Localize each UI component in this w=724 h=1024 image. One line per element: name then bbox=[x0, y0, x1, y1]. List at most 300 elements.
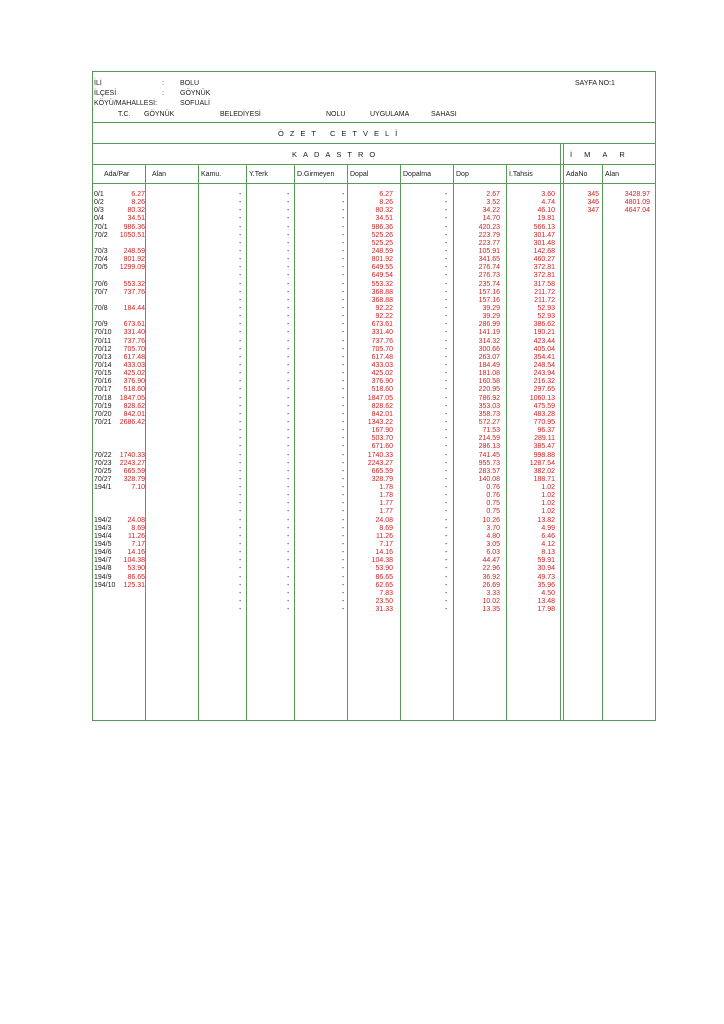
cell-dopalma: - bbox=[445, 492, 448, 500]
cell-dopalma: - bbox=[445, 573, 448, 581]
cell-dgirmeyen: - bbox=[342, 549, 345, 557]
cell-dgirmeyen: - bbox=[342, 475, 345, 483]
cell-dopalma: - bbox=[445, 191, 448, 198]
cell-dopalma: - bbox=[445, 467, 448, 475]
cell-dopalma: - bbox=[445, 256, 448, 264]
cell-dop: 572.27 bbox=[478, 418, 500, 426]
ilce-label: İLÇESİ bbox=[94, 90, 117, 97]
cell-adano: 345 bbox=[587, 191, 599, 198]
cell-yterk: - bbox=[287, 565, 290, 573]
table-row bbox=[92, 305, 656, 313]
cell-dgirmeyen: - bbox=[342, 231, 345, 239]
cell-ada-par: 70/2 bbox=[94, 231, 108, 239]
cell-ada-par: 194/5 bbox=[94, 541, 112, 549]
cell-dgirmeyen: - bbox=[342, 345, 345, 353]
table-row bbox=[92, 378, 656, 386]
cell-dop: 22.96 bbox=[482, 565, 500, 573]
cell-dop: 157.16 bbox=[478, 288, 500, 296]
cell-dopal: 553.32 bbox=[371, 280, 393, 288]
cell-kamu: - bbox=[239, 370, 242, 378]
cell-kamu: - bbox=[239, 247, 242, 255]
table-row bbox=[92, 574, 656, 582]
cell-dopal: 1343.22 bbox=[367, 418, 393, 426]
cell-alan: 842.01 bbox=[123, 410, 145, 418]
cell-dopal: 8.26 bbox=[379, 199, 393, 207]
cell-dopalma: - bbox=[445, 280, 448, 288]
cell-alan: 673.61 bbox=[123, 321, 145, 329]
cell-dopalma: - bbox=[445, 378, 448, 386]
cell-ada-par: 70/13 bbox=[94, 353, 112, 361]
cell-kamu: - bbox=[239, 264, 242, 272]
cell-kamu: - bbox=[239, 256, 242, 264]
table-row bbox=[92, 525, 656, 533]
cell-tahsis: 4.50 bbox=[541, 589, 555, 597]
cell-dop: 286.13 bbox=[478, 443, 500, 451]
cell-dgirmeyen: - bbox=[342, 386, 345, 394]
cell-tahsis: 216.32 bbox=[533, 378, 555, 386]
cell-alan: 986.36 bbox=[123, 223, 145, 231]
table-row bbox=[92, 443, 656, 451]
cell-kamu: - bbox=[239, 475, 242, 483]
cell-yterk: - bbox=[287, 508, 290, 516]
cell-yterk: - bbox=[287, 475, 290, 483]
cell-yterk: - bbox=[287, 484, 290, 492]
cell-kamu: - bbox=[239, 272, 242, 280]
cell-dop: 420.23 bbox=[478, 223, 500, 231]
table-row bbox=[92, 354, 656, 362]
cell-tahsis: 382.02 bbox=[533, 467, 555, 475]
cell-kamu: - bbox=[239, 427, 242, 435]
cell-yterk: - bbox=[287, 573, 290, 581]
cell-ada-par: 70/4 bbox=[94, 256, 108, 264]
cell-dopal: 433.03 bbox=[371, 361, 393, 369]
tc-label: T.C. bbox=[118, 111, 131, 118]
cell-kamu: - bbox=[239, 239, 242, 247]
col-header-dop: Dop bbox=[456, 171, 469, 178]
cell-dopal: 425.02 bbox=[371, 370, 393, 378]
table-row bbox=[92, 606, 656, 614]
cell-tahsis: 6.46 bbox=[541, 532, 555, 540]
cell-dgirmeyen: - bbox=[342, 256, 345, 264]
cell-dopal: 525.25 bbox=[371, 239, 393, 247]
cell-ada-par: 70/25 bbox=[94, 467, 112, 475]
cell-dgirmeyen: - bbox=[342, 451, 345, 459]
table-row bbox=[92, 435, 656, 443]
cell-dopalma: - bbox=[445, 199, 448, 207]
cell-dgirmeyen: - bbox=[342, 484, 345, 492]
cell-dgirmeyen: - bbox=[342, 370, 345, 378]
cell-alan: 80.32 bbox=[127, 207, 145, 215]
cell-dopalma: - bbox=[445, 231, 448, 239]
cell-dopalma: - bbox=[445, 304, 448, 312]
cell-dopal: 1.77 bbox=[379, 508, 393, 516]
cell-yterk: - bbox=[287, 288, 290, 296]
cell-dopal: 368.88 bbox=[371, 288, 393, 296]
cell-ada-par: 70/20 bbox=[94, 410, 112, 418]
cell-adano: 346 bbox=[587, 199, 599, 207]
cell-ada-par: 70/22 bbox=[94, 451, 112, 459]
cell-kamu: - bbox=[239, 313, 242, 321]
cell-dop: 214.59 bbox=[478, 435, 500, 443]
cell-tahsis: 211.72 bbox=[534, 296, 555, 304]
cell-imar-alan: 4647.04 bbox=[624, 207, 650, 215]
nolu-label: NOLU bbox=[326, 111, 346, 118]
cell-kamu: - bbox=[239, 557, 242, 565]
cell-dop: 286.99 bbox=[478, 321, 500, 329]
cell-dopal: 525.26 bbox=[371, 231, 393, 239]
cell-ada-par: 0/2 bbox=[94, 199, 104, 207]
cell-kamu: - bbox=[239, 207, 242, 215]
table-row bbox=[92, 395, 656, 403]
cell-kamu: - bbox=[239, 435, 242, 443]
cell-dopalma: - bbox=[445, 565, 448, 573]
cell-dgirmeyen: - bbox=[342, 329, 345, 337]
cell-alan: 705.70 bbox=[123, 345, 145, 353]
cell-tahsis: 19.81 bbox=[537, 215, 555, 223]
cell-dopal: 53.90 bbox=[375, 565, 393, 573]
cell-tahsis: 301.48 bbox=[533, 239, 555, 247]
cell-kamu: - bbox=[239, 223, 242, 231]
cell-kamu: - bbox=[239, 581, 242, 589]
cell-yterk: - bbox=[287, 304, 290, 312]
cell-alan: 1050.51 bbox=[119, 231, 145, 239]
cell-dgirmeyen: - bbox=[342, 589, 345, 597]
header-divider bbox=[92, 122, 656, 123]
cell-dgirmeyen: - bbox=[342, 288, 345, 296]
table-row bbox=[92, 419, 656, 427]
cell-dopal: 842.01 bbox=[371, 410, 393, 418]
cell-dop: 10.02 bbox=[482, 598, 500, 606]
cell-ada-par: 70/5 bbox=[94, 264, 108, 272]
cell-dopalma: - bbox=[445, 443, 448, 451]
cell-alan: 1299.09 bbox=[119, 264, 145, 272]
cell-dop: 353.03 bbox=[478, 402, 500, 410]
table-row bbox=[92, 403, 656, 411]
col-header-yterk: Y.Terk bbox=[249, 171, 268, 178]
il-colon: : bbox=[162, 80, 164, 87]
cell-dop: 3.05 bbox=[486, 541, 500, 549]
cell-dopalma: - bbox=[445, 353, 448, 361]
cell-alan: 425.02 bbox=[123, 370, 145, 378]
cell-dopalma: - bbox=[445, 215, 448, 223]
cell-tahsis: 30.94 bbox=[537, 565, 555, 573]
cell-tahsis: 35.96 bbox=[537, 581, 555, 589]
cell-dopalma: - bbox=[445, 361, 448, 369]
cell-dop: 105.91 bbox=[478, 247, 500, 255]
cell-dgirmeyen: - bbox=[342, 272, 345, 280]
cell-yterk: - bbox=[287, 606, 290, 614]
cell-dopalma: - bbox=[445, 475, 448, 483]
table-row bbox=[92, 329, 656, 337]
cell-alan: 2243.27 bbox=[119, 459, 145, 467]
table-row bbox=[92, 232, 656, 240]
page-number: SAYFA NO:1 bbox=[575, 80, 615, 87]
cell-tahsis: 297.65 bbox=[533, 386, 555, 394]
cell-kamu: - bbox=[239, 402, 242, 410]
cell-yterk: - bbox=[287, 280, 290, 288]
cell-kamu: - bbox=[239, 524, 242, 532]
cell-tahsis: 405.04 bbox=[533, 345, 555, 353]
cell-tahsis: 1.02 bbox=[541, 508, 555, 516]
cell-dopal: 6.27 bbox=[379, 191, 393, 198]
cell-yterk: - bbox=[287, 418, 290, 426]
cell-dopalma: - bbox=[445, 508, 448, 516]
cell-dgirmeyen: - bbox=[342, 532, 345, 540]
cell-kamu: - bbox=[239, 361, 242, 369]
table-row bbox=[92, 272, 656, 280]
cell-dgirmeyen: - bbox=[342, 427, 345, 435]
cell-dopalma: - bbox=[445, 557, 448, 565]
cell-yterk: - bbox=[287, 410, 290, 418]
cell-dopal: 62.65 bbox=[375, 581, 393, 589]
cell-tahsis: 4.99 bbox=[541, 524, 555, 532]
cell-dgirmeyen: - bbox=[342, 402, 345, 410]
cell-dop: 314.32 bbox=[478, 337, 500, 345]
cell-tahsis: 317.58 bbox=[533, 280, 555, 288]
cell-dopalma: - bbox=[445, 418, 448, 426]
table-row bbox=[92, 533, 656, 541]
cell-dopal: 671.60 bbox=[371, 443, 393, 451]
cell-ada-par: 70/16 bbox=[94, 378, 112, 386]
cell-tahsis: 142.68 bbox=[533, 247, 555, 255]
cell-dopalma: - bbox=[445, 427, 448, 435]
belediye-label: BELEDİYESİ bbox=[220, 111, 261, 118]
cell-dopal: 86.65 bbox=[375, 573, 393, 581]
cell-dop: 3.33 bbox=[486, 589, 500, 597]
cell-alan: 34.51 bbox=[127, 215, 145, 223]
cell-kamu: - bbox=[239, 191, 242, 198]
cell-yterk: - bbox=[287, 345, 290, 353]
cell-ada-par: 194/8 bbox=[94, 565, 112, 573]
cell-dgirmeyen: - bbox=[342, 394, 345, 402]
cell-yterk: - bbox=[287, 353, 290, 361]
cell-dop: 220.95 bbox=[478, 386, 500, 394]
cell-dop: 4.80 bbox=[486, 532, 500, 540]
cell-dgirmeyen: - bbox=[342, 239, 345, 247]
cell-tahsis: 1287.54 bbox=[529, 459, 555, 467]
ozet-cetveli-title: ÖZET CETVELİ bbox=[278, 129, 404, 138]
cell-dop: 276.73 bbox=[478, 272, 500, 280]
cell-dopalma: - bbox=[445, 410, 448, 418]
cell-dopal: 167.90 bbox=[371, 427, 393, 435]
cell-ada-par: 70/11 bbox=[94, 337, 111, 345]
cell-tahsis: 1.02 bbox=[541, 500, 555, 508]
cell-alan: 2686.42 bbox=[119, 418, 145, 426]
uygulama-label: UYGULAMA bbox=[370, 111, 410, 118]
cell-ada-par: 70/12 bbox=[94, 345, 112, 353]
cell-tahsis: 17.98 bbox=[537, 606, 555, 614]
cell-alan: 86.65 bbox=[127, 573, 145, 581]
cell-dgirmeyen: - bbox=[342, 223, 345, 231]
cell-dgirmeyen: - bbox=[342, 573, 345, 581]
cell-yterk: - bbox=[287, 443, 290, 451]
column-header-divider bbox=[92, 183, 656, 184]
col-header-dgirmeyen: D.Girmeyen bbox=[297, 171, 335, 178]
cell-dop: 955.73 bbox=[478, 459, 500, 467]
cell-yterk: - bbox=[287, 207, 290, 215]
table-row bbox=[92, 386, 656, 394]
cell-alan: 248.59 bbox=[123, 247, 145, 255]
title-divider bbox=[92, 143, 656, 144]
cell-dopal: 649.54 bbox=[371, 272, 393, 280]
cell-yterk: - bbox=[287, 467, 290, 475]
cell-dgirmeyen: - bbox=[342, 500, 345, 508]
cell-yterk: - bbox=[287, 199, 290, 207]
cell-alan: 184.44 bbox=[123, 304, 145, 312]
cell-tahsis: 8.13 bbox=[541, 549, 555, 557]
cell-tahsis: 385.47 bbox=[533, 443, 555, 451]
cell-alan: 737.76 bbox=[123, 337, 145, 345]
cell-alan: 665.59 bbox=[123, 467, 145, 475]
cell-kamu: - bbox=[239, 549, 242, 557]
cell-ada-par: 194/4 bbox=[94, 532, 112, 540]
cell-yterk: - bbox=[287, 435, 290, 443]
cell-dop: 10.26 bbox=[482, 516, 500, 524]
cell-tahsis: 998.88 bbox=[533, 451, 555, 459]
cell-dop: 3.70 bbox=[486, 524, 500, 532]
ilce-value: GÖYNÜK bbox=[180, 90, 211, 97]
table-row bbox=[92, 508, 656, 516]
table-row bbox=[92, 207, 656, 215]
table-row bbox=[92, 240, 656, 248]
cell-dop: 2.67 bbox=[486, 191, 500, 198]
table-row bbox=[92, 370, 656, 378]
cell-yterk: - bbox=[287, 598, 290, 606]
cell-dop: 26.69 bbox=[482, 581, 500, 589]
col-header-dopalma: Dopalma bbox=[403, 171, 432, 178]
table-row bbox=[92, 289, 656, 297]
cell-dopal: 1847.05 bbox=[367, 394, 393, 402]
cell-dopalma: - bbox=[445, 313, 448, 321]
cell-dopalma: - bbox=[445, 337, 448, 345]
sahasi-label: SAHASI bbox=[431, 111, 457, 118]
cell-yterk: - bbox=[287, 557, 290, 565]
table-row bbox=[92, 500, 656, 508]
cell-dop: 34.22 bbox=[482, 207, 500, 215]
table-row bbox=[92, 256, 656, 264]
table-row bbox=[92, 598, 656, 606]
cell-kamu: - bbox=[239, 394, 242, 402]
cell-yterk: - bbox=[287, 215, 290, 223]
cell-kamu: - bbox=[239, 418, 242, 426]
cell-dgirmeyen: - bbox=[342, 199, 345, 207]
cell-kamu: - bbox=[239, 280, 242, 288]
cell-dgirmeyen: - bbox=[342, 353, 345, 361]
cell-dop: 223.79 bbox=[478, 231, 500, 239]
cell-tahsis: 4.74 bbox=[541, 199, 555, 207]
cell-dopalma: - bbox=[445, 451, 448, 459]
cell-ada-par: 0/3 bbox=[94, 207, 104, 215]
cell-kamu: - bbox=[239, 484, 242, 492]
cell-kamu: - bbox=[239, 353, 242, 361]
cell-tahsis: 372.81 bbox=[533, 264, 555, 272]
cell-dop: 300.66 bbox=[478, 345, 500, 353]
col-header-adano: AdaNo bbox=[566, 171, 588, 178]
cell-tahsis: 483.28 bbox=[533, 410, 555, 418]
cell-ada-par: 70/17 bbox=[94, 386, 112, 394]
cell-tahsis: 3.60 bbox=[541, 191, 555, 198]
cell-dopal: 248.59 bbox=[371, 247, 393, 255]
cell-dgirmeyen: - bbox=[342, 280, 345, 288]
cell-dgirmeyen: - bbox=[342, 191, 345, 198]
cell-kamu: - bbox=[239, 345, 242, 353]
cell-yterk: - bbox=[287, 329, 290, 337]
cell-dop: 141.19 bbox=[478, 329, 500, 337]
cell-dopal: 7.17 bbox=[379, 541, 393, 549]
cell-ada-par: 70/1 bbox=[94, 223, 108, 231]
cell-dopalma: - bbox=[445, 239, 448, 247]
cell-tahsis: 243.94 bbox=[533, 370, 555, 378]
cell-dop: 44.47 bbox=[482, 557, 500, 565]
cell-kamu: - bbox=[239, 565, 242, 573]
cell-yterk: - bbox=[287, 402, 290, 410]
cell-kamu: - bbox=[239, 573, 242, 581]
cell-alan: 1740.33 bbox=[119, 451, 145, 459]
cell-dopalma: - bbox=[445, 370, 448, 378]
cell-dop: 160.58 bbox=[478, 378, 500, 386]
cell-tahsis: 770.95 bbox=[533, 418, 555, 426]
cell-dopal: 24.08 bbox=[375, 516, 393, 524]
cell-alan: 801.92 bbox=[123, 256, 145, 264]
cell-dopal: 649.55 bbox=[371, 264, 393, 272]
cell-kamu: - bbox=[239, 378, 242, 386]
cell-dopal: 986.36 bbox=[371, 223, 393, 231]
cell-ada-par: 194/7 bbox=[94, 557, 112, 565]
cell-imar-alan: 4801.09 bbox=[624, 199, 650, 207]
cell-kamu: - bbox=[239, 215, 242, 223]
table-row bbox=[92, 590, 656, 598]
cell-kamu: - bbox=[239, 337, 242, 345]
cell-alan: 53.90 bbox=[127, 565, 145, 573]
cell-dopalma: - bbox=[445, 524, 448, 532]
cell-yterk: - bbox=[287, 427, 290, 435]
cell-kamu: - bbox=[239, 508, 242, 516]
cell-dgirmeyen: - bbox=[342, 565, 345, 573]
cell-adano: 347 bbox=[587, 207, 599, 215]
table-row bbox=[92, 411, 656, 419]
cell-dopalma: - bbox=[445, 207, 448, 215]
koy-label: KÖYÜ/MAHALLESİ: bbox=[94, 100, 158, 107]
cell-dgirmeyen: - bbox=[342, 492, 345, 500]
cell-dopal: 2243.27 bbox=[367, 459, 393, 467]
cell-yterk: - bbox=[287, 516, 290, 524]
cell-ada-par: 0/4 bbox=[94, 215, 104, 223]
cell-dopalma: - bbox=[445, 247, 448, 255]
cell-dopal: 1.77 bbox=[379, 500, 393, 508]
col-header-dopal: Dopal bbox=[350, 171, 369, 178]
cell-tahsis: 423.44 bbox=[533, 337, 555, 345]
cell-dop: 157.16 bbox=[478, 296, 500, 304]
cell-dopal: 673.61 bbox=[371, 321, 393, 329]
cell-kamu: - bbox=[239, 231, 242, 239]
cell-yterk: - bbox=[287, 541, 290, 549]
col-header-ada-par: Ada/Par bbox=[104, 171, 130, 178]
cell-yterk: - bbox=[287, 223, 290, 231]
cell-kamu: - bbox=[239, 459, 242, 467]
table-row bbox=[92, 541, 656, 549]
cell-dopalma: - bbox=[445, 516, 448, 524]
cell-ada-par: 70/27 bbox=[94, 475, 112, 483]
cell-yterk: - bbox=[287, 256, 290, 264]
cell-yterk: - bbox=[287, 272, 290, 280]
cell-tahsis: 289.11 bbox=[534, 435, 555, 443]
cell-alan: 104.38 bbox=[123, 557, 145, 565]
cell-alan: 11.26 bbox=[128, 532, 145, 540]
cell-kamu: - bbox=[239, 304, 242, 312]
table-row bbox=[92, 517, 656, 525]
cell-dop: 0.76 bbox=[486, 484, 500, 492]
cell-kamu: - bbox=[239, 329, 242, 337]
